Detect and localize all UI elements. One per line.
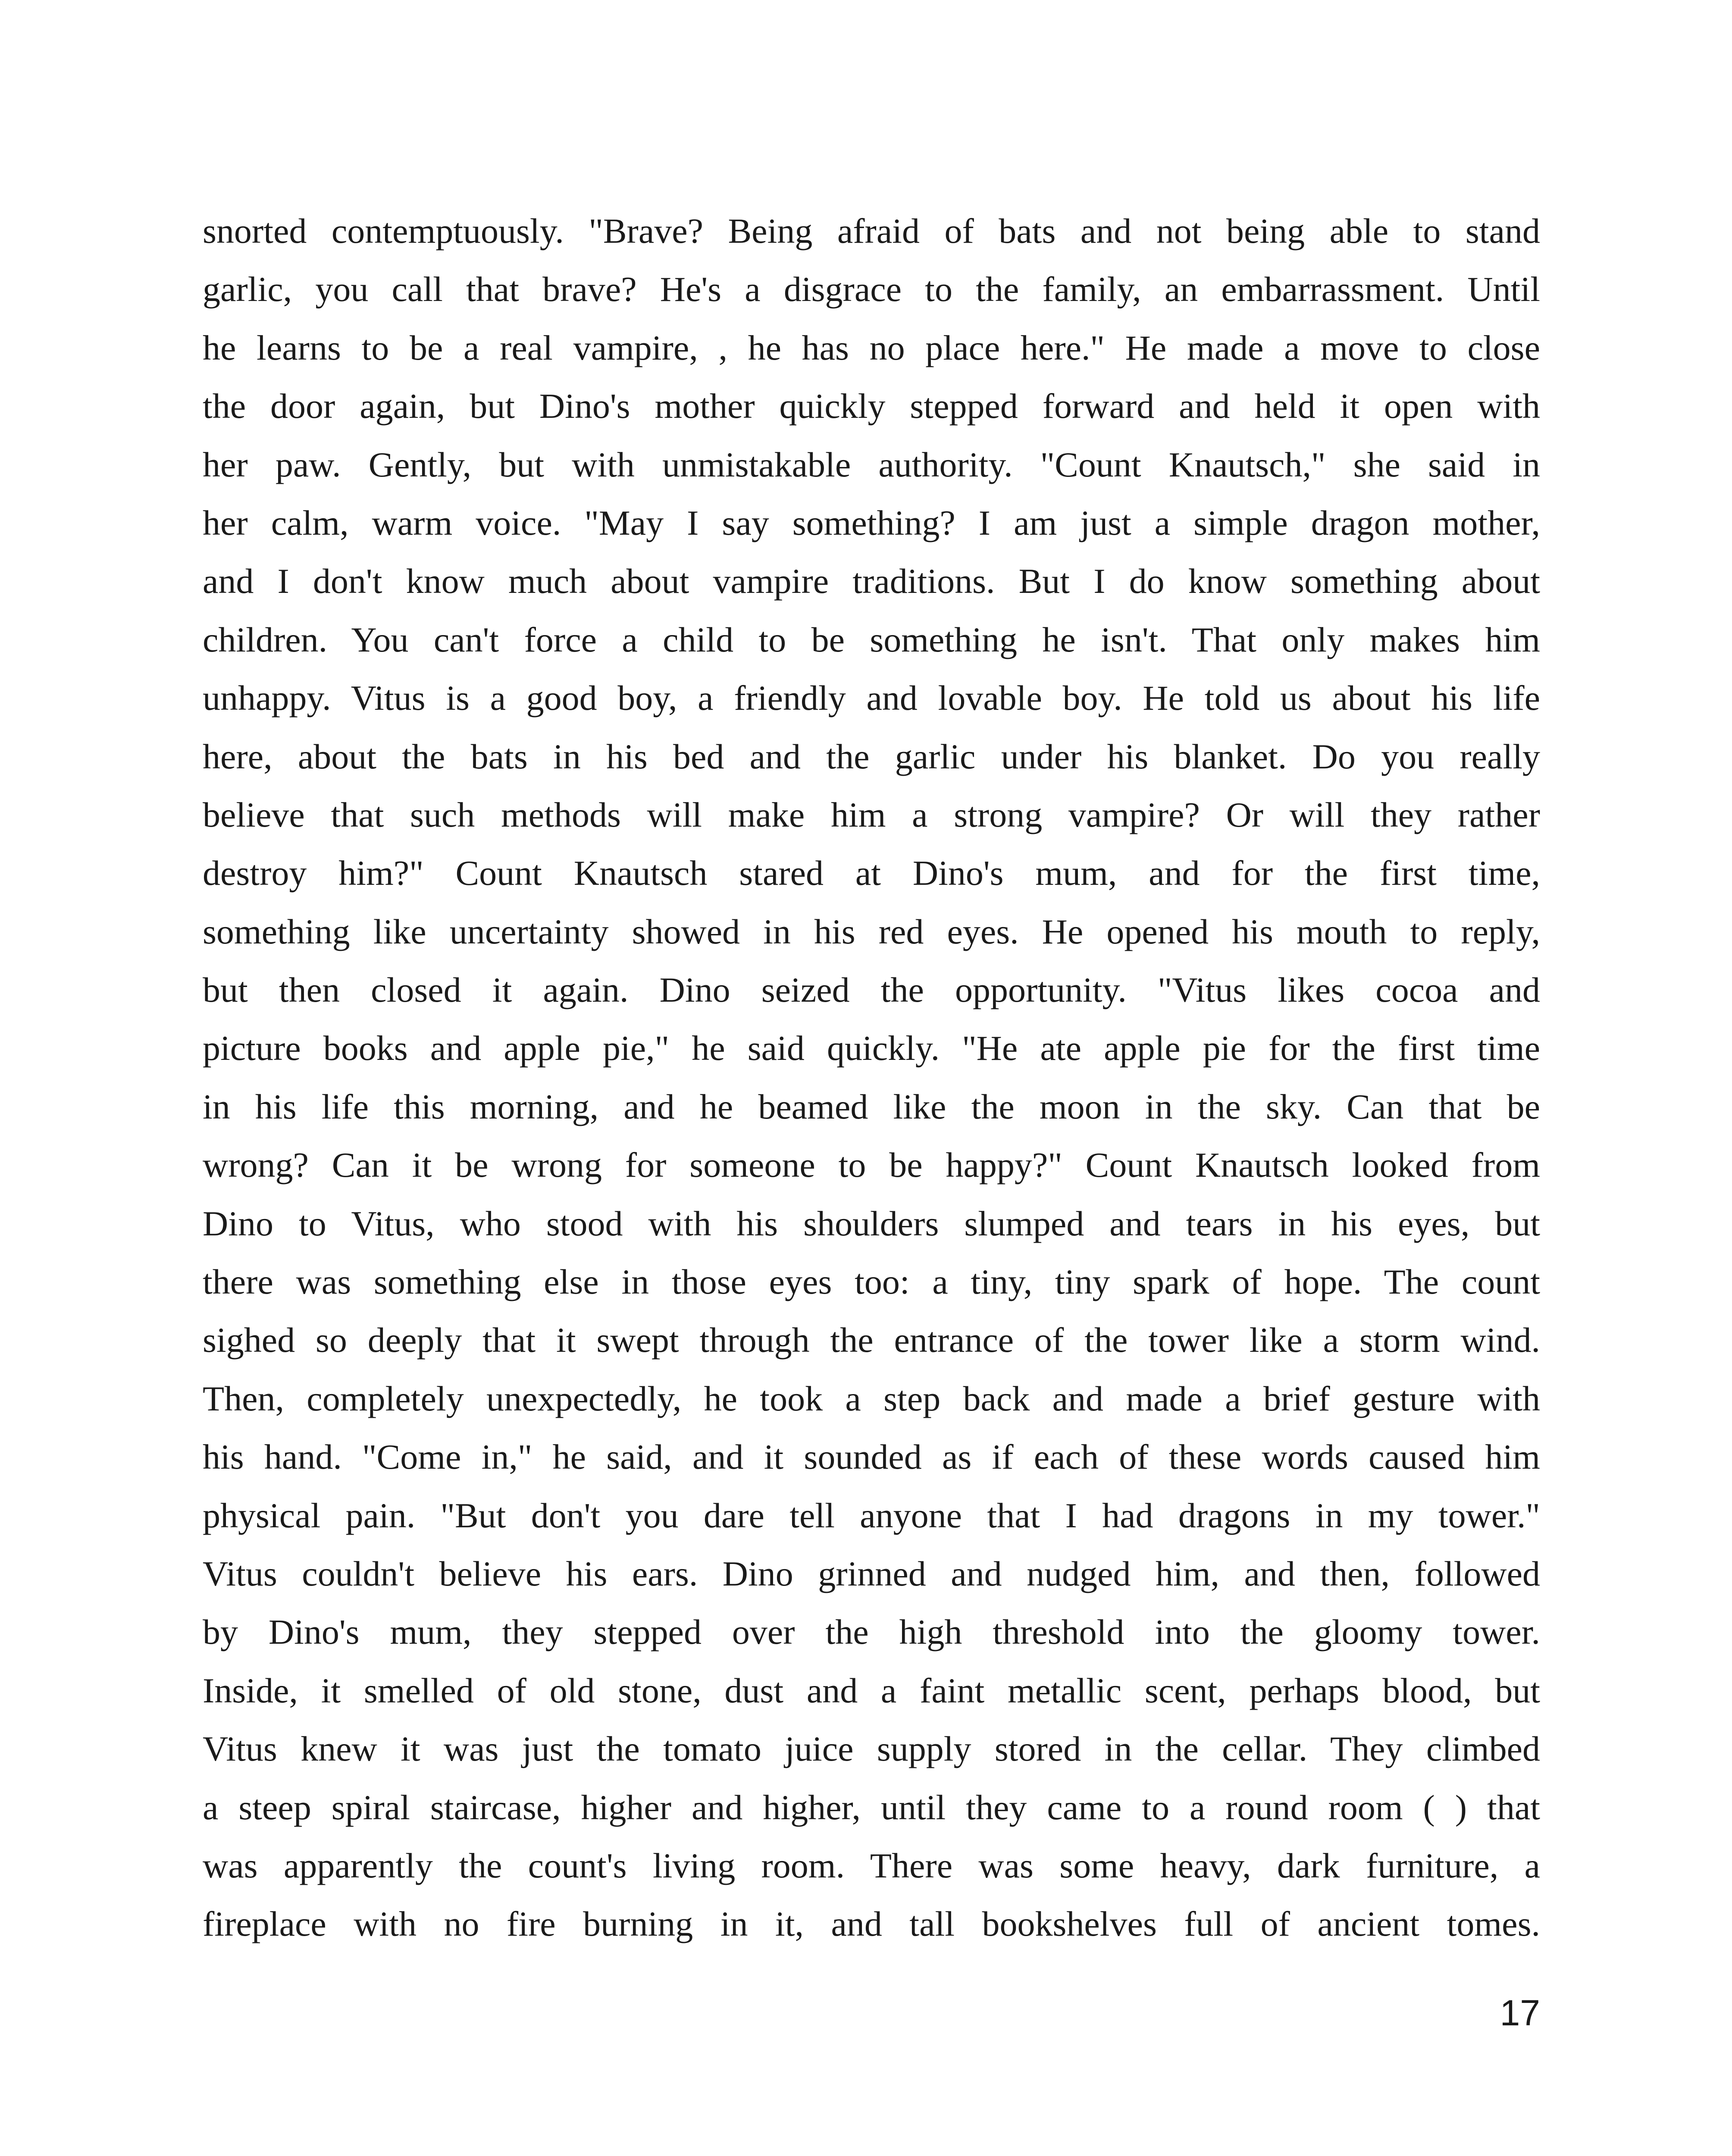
text-line: he learns to be a real vampire, , he has no place here." He made a move to close [203,328,1540,367]
text-line: sighed so deeply that it swept through the entrance of the tower like a storm wind. [203,1320,1540,1360]
text-line: believe that such methods will make him a strong vampire? Or will they rather [203,795,1540,834]
text-line: garlic, you call that brave? He's a disgrace to the family, an embarrassment. Until [203,270,1540,309]
text-line: destroy him?" Count Knautsch stared at Dino's mum, and for the first time, [203,853,1540,893]
text-line: his hand. "Come in," he said, and it sounded as if each of these words caused him [203,1437,1540,1477]
body-text [203,202,1540,1953]
text-line: and I don't know much about vampire traditions. But I do know something about [203,561,1540,601]
text-line: snorted contemptuously. "Brave? Being afraid of bats and not being able to stand [203,211,1540,251]
text-line: something like uncertainty showed in his red eyes. He opened his mouth to reply, [203,912,1540,951]
text-line: in his life this morning, and he beamed like the moon in the sky. Can that be [203,1087,1540,1126]
text-line: physical pain. "But don't you dare tell anyone that I had dragons in my tower." [203,1495,1540,1535]
text-line: Then, completely unexpectedly, he took a step back and made a brief gesture with [203,1379,1540,1418]
text-line: unhappy. Vitus is a good boy, a friendly and lovable boy. He told us about his life [203,678,1540,718]
text-line: a steep spiral staircase, higher and higher, until they came to a round room ( ) that [203,1787,1540,1827]
text-line: Dino to Vitus, who stood with his shoulders slumped and tears in his eyes, but [203,1203,1540,1243]
text-line: wrong? Can it be wrong for someone to be happy?" Count Knautsch looked from [203,1145,1540,1185]
text-line: the door again, but Dino's mother quickly stepped forward and held it open with [203,386,1540,426]
text-line: fireplace with no fire burning in it, and tall bookshelves full of ancient tomes. [203,1904,1540,1944]
text-line: there was something else in those eyes too: a tiny, tiny spark of hope. The count [203,1262,1540,1302]
text-line: was apparently the count's living room. There was some heavy, dark furniture, a [203,1846,1540,1885]
text-line: Vitus knew it was just the tomato juice supply stored in the cellar. They climbed [203,1729,1540,1769]
text-line: Inside, it smelled of old stone, dust and a faint metallic scent, perhaps blood, but [203,1670,1540,1710]
text-line: but then closed it again. Dino seized the opportunity. "Vitus likes cocoa and [203,970,1540,1010]
text-line: Vitus couldn't believe his ears. Dino grinned and nudged him, and then, followed [203,1554,1540,1593]
text-line: picture books and apple pie," he said quickly. "He ate apple pie for the first time [203,1028,1540,1068]
page-number: 17 [1500,1993,1540,2033]
text-line: here, about the bats in his bed and the garlic under his blanket. Do you really [203,736,1540,776]
text-line: her calm, warm voice. "May I say something? I am just a simple dragon mother, [203,503,1540,542]
text-line: by Dino's mum, they stepped over the high threshold into the gloomy tower. [203,1612,1540,1652]
text-line: her paw. Gently, but with unmistakable authority. "Count Knautsch," she said in [203,445,1540,484]
text-line: children. You can't force a child to be something he isn't. That only makes him [203,620,1540,659]
